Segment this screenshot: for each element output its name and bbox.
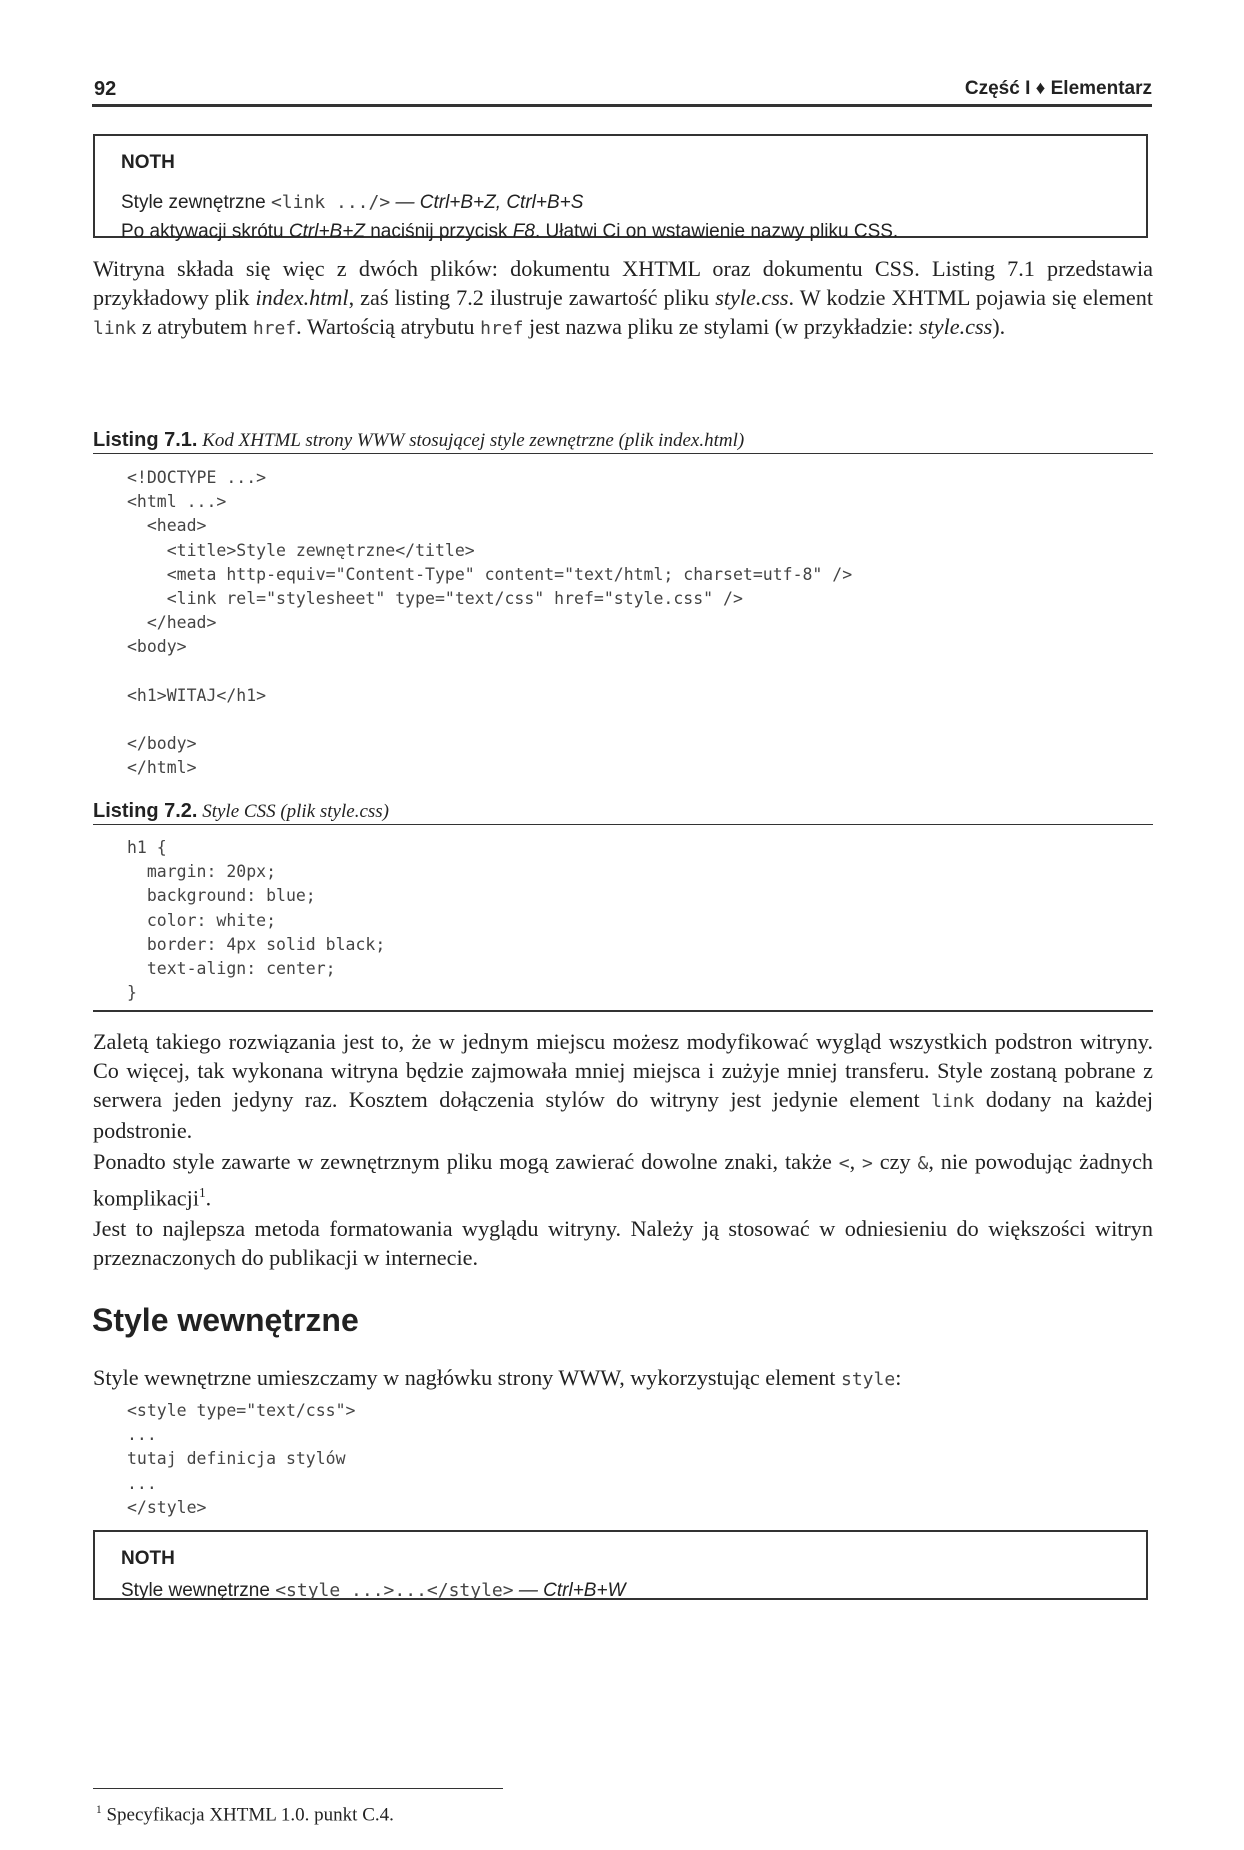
listing-bottom-rule bbox=[93, 1010, 1153, 1012]
paragraph-characters: Ponadto style zawarte w zewnętrznym pliku mogą zawierać dowolne znaki, także <, > czy &, nie powodując żadnych komplikacji$^1$. bbox=[93, 1149, 1154, 1211]
note-box-external-styles bbox=[93, 134, 1148, 242]
listing-7-2-caption bbox=[93, 800, 1153, 823]
shortcut-keys: — Ctrl+B+W bbox=[513, 1580, 626, 1601]
paragraph-best-method: Jest to najlepsza metoda formatowania wyglądu witryny. Należy ją stosować w odniesieniu do większości witryn przeznaczonych do publikacji w internecie. bbox=[93, 1216, 1153, 1270]
footnote-text: Specyfikacja XHTML 1.0. punkt C.4. bbox=[101, 1804, 394, 1826]
note-line-1: Style zewnętrzne <link .../> — Ctrl+B+Z, Ctrl+B+S bbox=[121, 192, 584, 213]
listing-label: Listing 7.2. bbox=[93, 800, 198, 822]
code-style: <style ...>...</style> bbox=[275, 1580, 514, 1601]
footnote-rule bbox=[93, 1788, 503, 1789]
footnote bbox=[96, 1804, 394, 1826]
listing-top-rule bbox=[93, 824, 1153, 825]
note-title: NOTH bbox=[121, 152, 175, 173]
note-box-internal-styles bbox=[93, 1530, 1148, 1600]
footnote-mark: 1 bbox=[96, 1804, 102, 1816]
style-element-code: <style type="text/css"> ... tutaj definicja stylów ... </style> bbox=[127, 1401, 356, 1517]
listing-7-1-code: <!DOCTYPE ...> <html ...> <head> <title>Style zewnętrzne</title> <meta http-equiv="Content-Type" content="text/html; charset=utf-8" /> <link rel="stylesheet" type="text/css" href="style.css" /> </head> <body> <h1>WITAJ</h1> </body> </html> bbox=[127, 468, 853, 778]
paragraph-intro: Witryna składa się więc z dwóch plików: dokumentu XHTML oraz dokumentu CSS. Listing 7.1 przedstawia przykładowy plik index.html, zaś listing 7.2 ilustruje zawartość pliku style.css. W kodzie XHTML pojawia się element link z atrybutem href. Wartością atrybutu href jest nazwa pliku ze stylami (w przykładzie: style.css). bbox=[93, 256, 1153, 339]
note-line-2: Po aktywacji skrótu Ctrl+B+Z naciśnij przycisk F8. Ułatwi Ci on wstawienie nazwy pliku CSS. bbox=[121, 221, 899, 242]
listing-top-rule bbox=[93, 453, 1153, 454]
listing-title: Kod XHTML strony WWW stosującej style zewnętrzne (plik index.html) bbox=[197, 430, 745, 451]
code-link: <link .../> bbox=[270, 192, 391, 213]
running-header bbox=[92, 74, 1152, 107]
listing-7-1-caption bbox=[93, 429, 1153, 452]
paragraph-internal-styles: Style wewnętrzne umieszczamy w nagłówku strony WWW, wykorzystując element style: bbox=[93, 1365, 902, 1390]
running-title: Część I ♦ Elementarz bbox=[964, 78, 1152, 99]
page-number: 92 bbox=[94, 78, 117, 100]
section-heading: Style wewnętrzne bbox=[92, 1302, 359, 1338]
shortcut-keys: — Ctrl+B+Z, Ctrl+B+S bbox=[390, 192, 584, 213]
note-title: NOTH bbox=[121, 1548, 175, 1569]
paragraph-advantages: Zaletą takiego rozwiązania jest to, że w jednym miejscu możesz modyfikować wygląd wszystkich podstron witryny. Co więcej, tak wykonana witryna będzie zajmowała mniej miejsca i zużyje mniej transferu. Style zostaną pobrane z serwera jeden jedyny raz. Kosztem dołączenia stylów do witryny jest jedynie element link dodany na każdej podstronie. bbox=[93, 1029, 1153, 1143]
listing-label: Listing 7.1. bbox=[93, 429, 198, 451]
footnote-reference: 1 bbox=[199, 1185, 206, 1200]
listing-title: Style CSS (plik style.css) bbox=[197, 801, 389, 822]
note-line: Style wewnętrzne <style ...>...</style> — Ctrl+B+W bbox=[121, 1580, 626, 1601]
listing-7-2-code: h1 { margin: 20px; background: blue; color: white; border: 4px solid black; text-align: center; } bbox=[127, 838, 386, 1003]
